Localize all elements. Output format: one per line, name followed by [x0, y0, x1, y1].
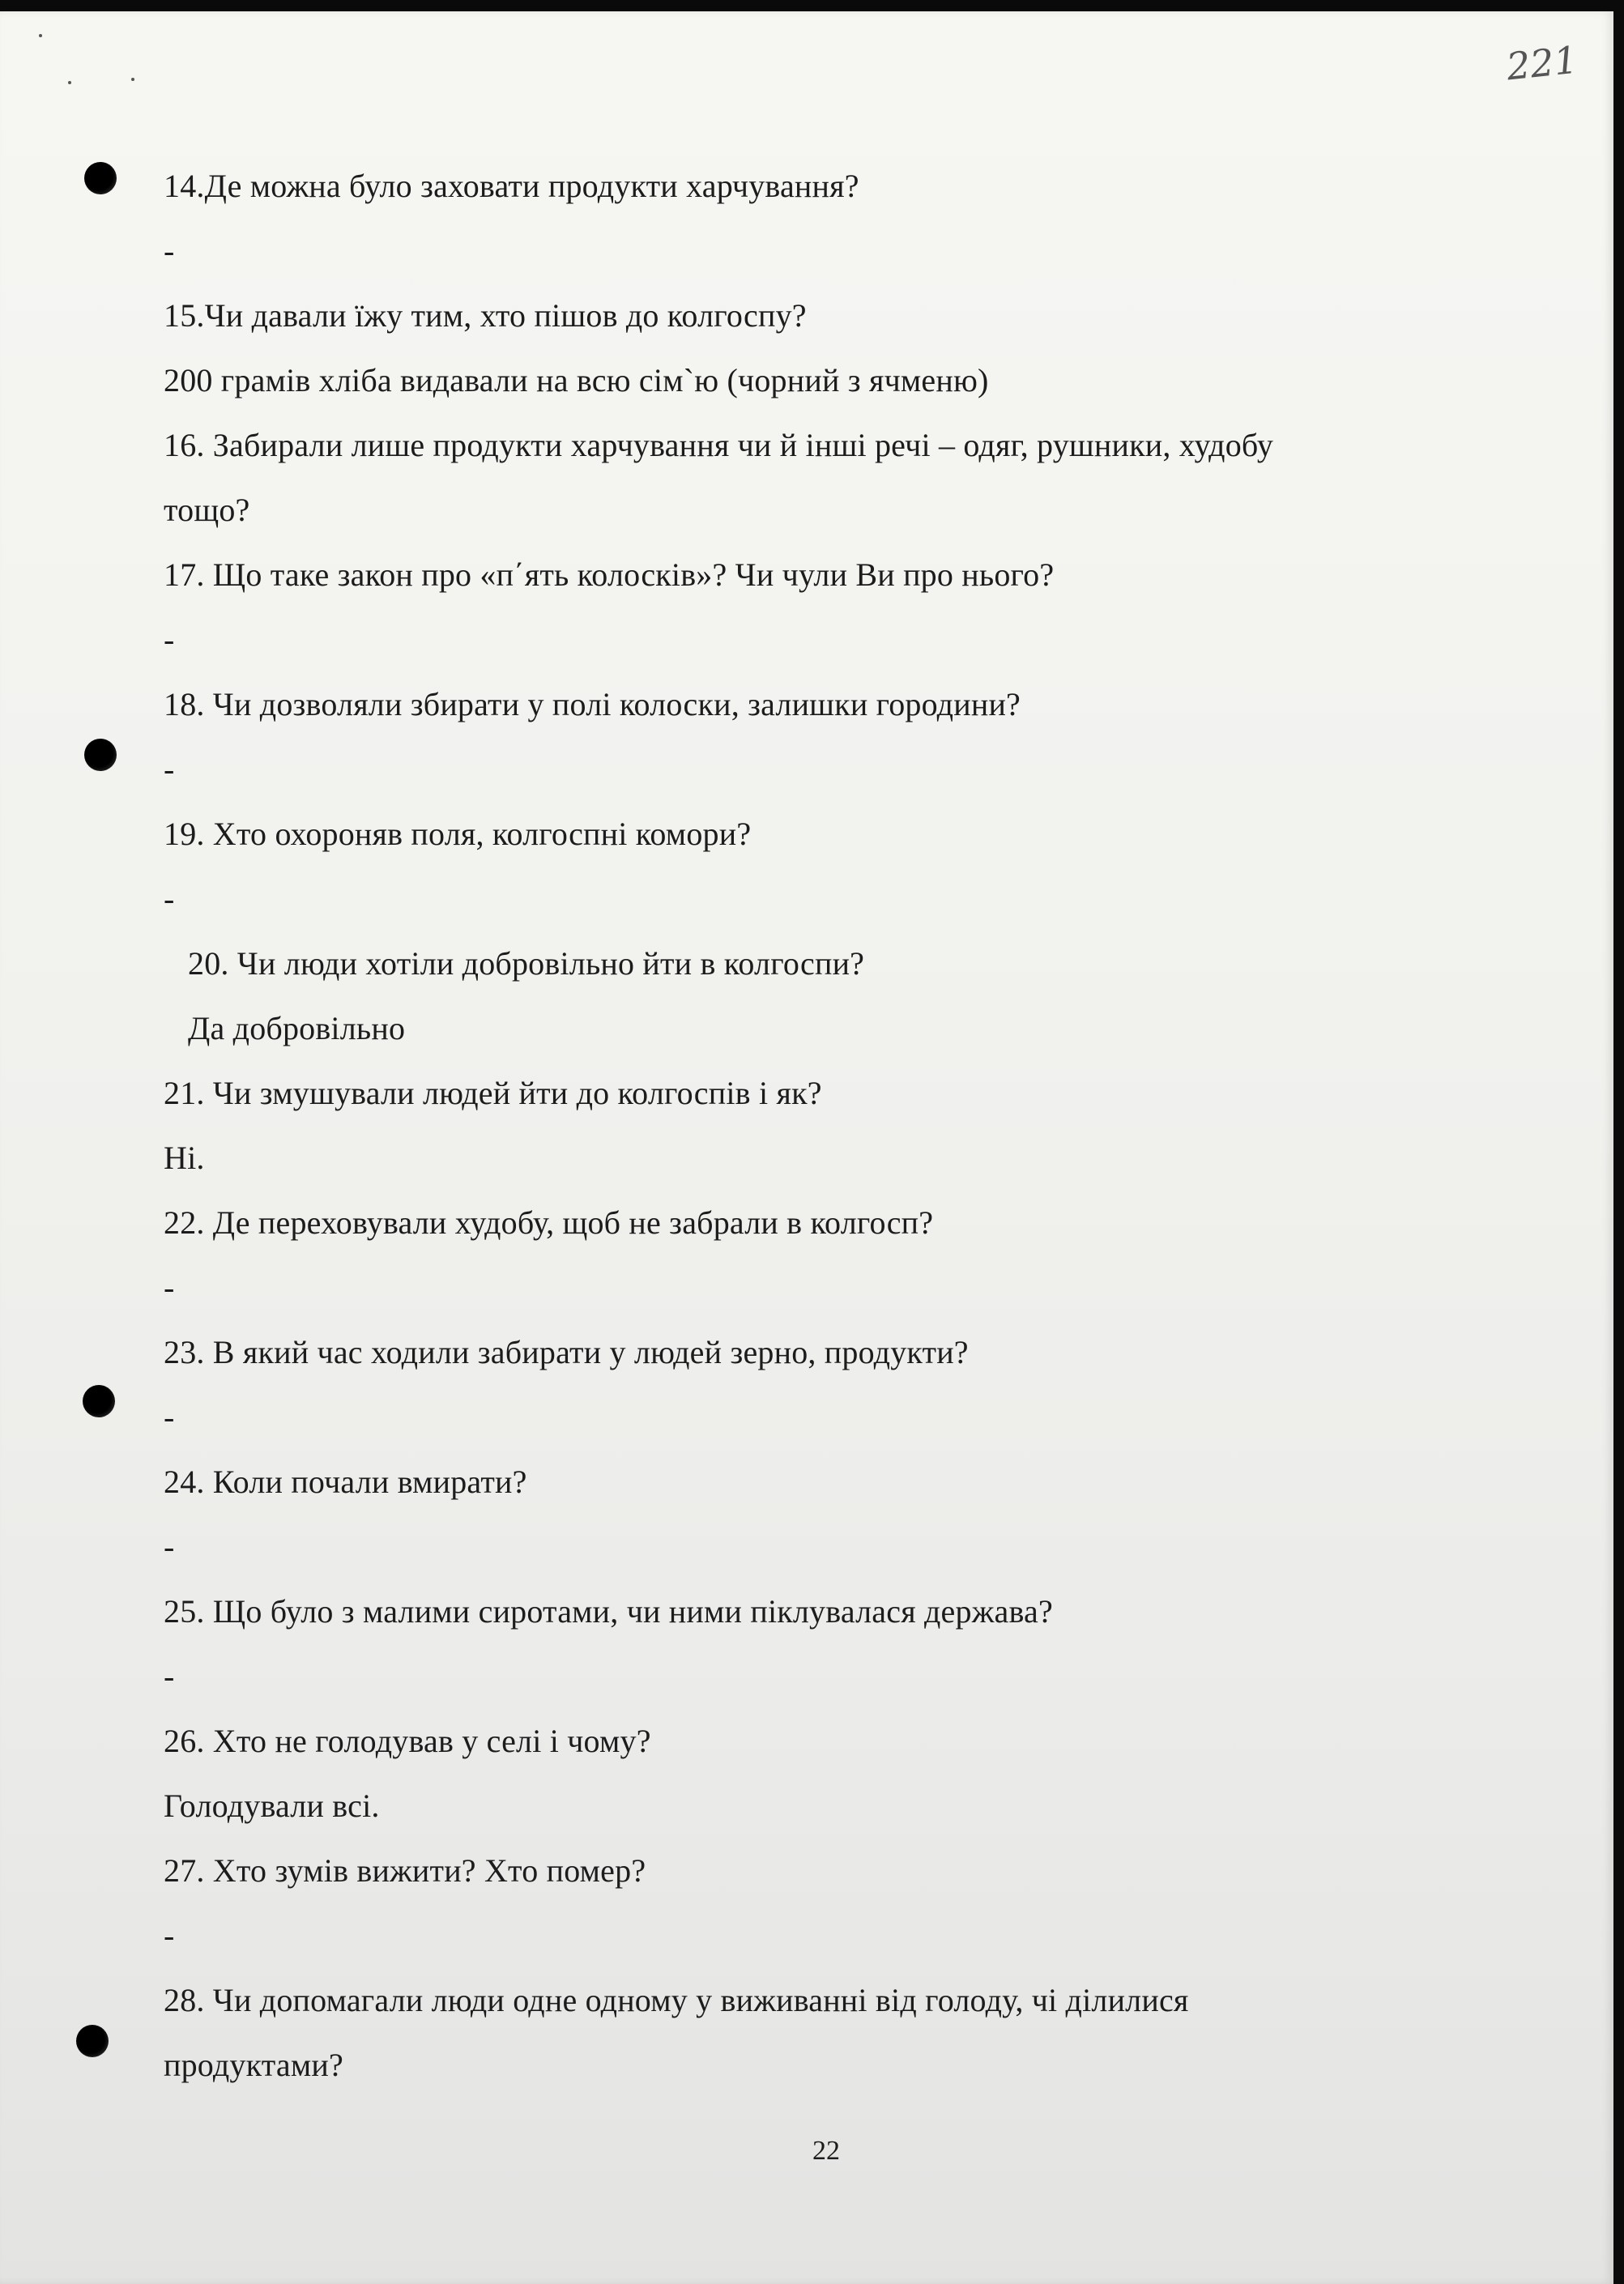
answer-18: -	[164, 751, 175, 787]
question-15: 15.Чи давали їжу тим, хто пішов до колгоспу?	[164, 297, 807, 334]
scan-speck	[39, 34, 42, 37]
page-number: 22	[812, 2136, 840, 2166]
answer-21: Ні.	[164, 1140, 205, 1176]
punch-hole	[84, 739, 117, 771]
archive-page-number: 221	[1504, 37, 1580, 89]
scan-speck	[131, 78, 134, 81]
answer-19: -	[164, 880, 175, 917]
question-21: 21. Чи змушували людей йти до колгоспів і як?	[164, 1075, 822, 1111]
answer-26: Голодували всі.	[164, 1788, 380, 1824]
question-23: 23. В який час ходили забирати у людей зерно, продукти?	[164, 1334, 969, 1370]
answer-17: -	[164, 621, 175, 658]
punch-hole	[84, 162, 117, 194]
answer-20: Да добровільно	[188, 1010, 406, 1046]
question-19: 19. Хто охороняв поля, колгоспні комори?	[164, 816, 752, 852]
question-14: 14.Де можна було заховати продукти харчування?	[164, 168, 859, 204]
question-17: 17. Що таке закон про «п΄ять колосків»? Чи чули Ви про нього?	[164, 556, 1055, 593]
answer-24: -	[164, 1528, 175, 1565]
question-16: 16. Забирали лише продукти харчування чи й інші речі – одяг, рушники, худобу	[164, 427, 1274, 463]
question-25: 25. Що було з малими сиротами, чи ними піклувалася держава?	[164, 1593, 1053, 1630]
answer-25: -	[164, 1658, 175, 1694]
paper-sheet	[0, 11, 1613, 2284]
answer-14: -	[164, 232, 175, 269]
scan-speck	[68, 81, 71, 84]
question-20: 20. Чи люди хотіли добровільно йти в колгоспи?	[188, 945, 865, 982]
answer-15: 200 грамів хліба видавали на всю сім`ю (чорний з ячменю)	[164, 362, 989, 398]
question-26: 26. Хто не голодував у селі і чому?	[164, 1723, 651, 1759]
question-28: 28. Чи допомагали люди одне одному у виживанні від голоду, чі ділилися	[164, 1982, 1189, 2018]
punch-hole	[83, 1385, 115, 1417]
question-16-continued: тощо?	[164, 492, 250, 528]
question-28-continued: продуктами?	[164, 2047, 343, 2083]
answer-23: -	[164, 1399, 175, 1435]
question-22: 22. Де переховували худобу, щоб не забрали в колгосп?	[164, 1204, 934, 1241]
question-18: 18. Чи дозволяли збирати у полі колоски, залишки городини?	[164, 686, 1021, 722]
answer-22: -	[164, 1269, 175, 1306]
question-24: 24. Коли почали вмирати?	[164, 1464, 527, 1500]
question-27: 27. Хто зумів вижити? Хто помер?	[164, 1852, 646, 1889]
punch-hole	[76, 2025, 109, 2057]
answer-27: -	[164, 1917, 175, 1954]
